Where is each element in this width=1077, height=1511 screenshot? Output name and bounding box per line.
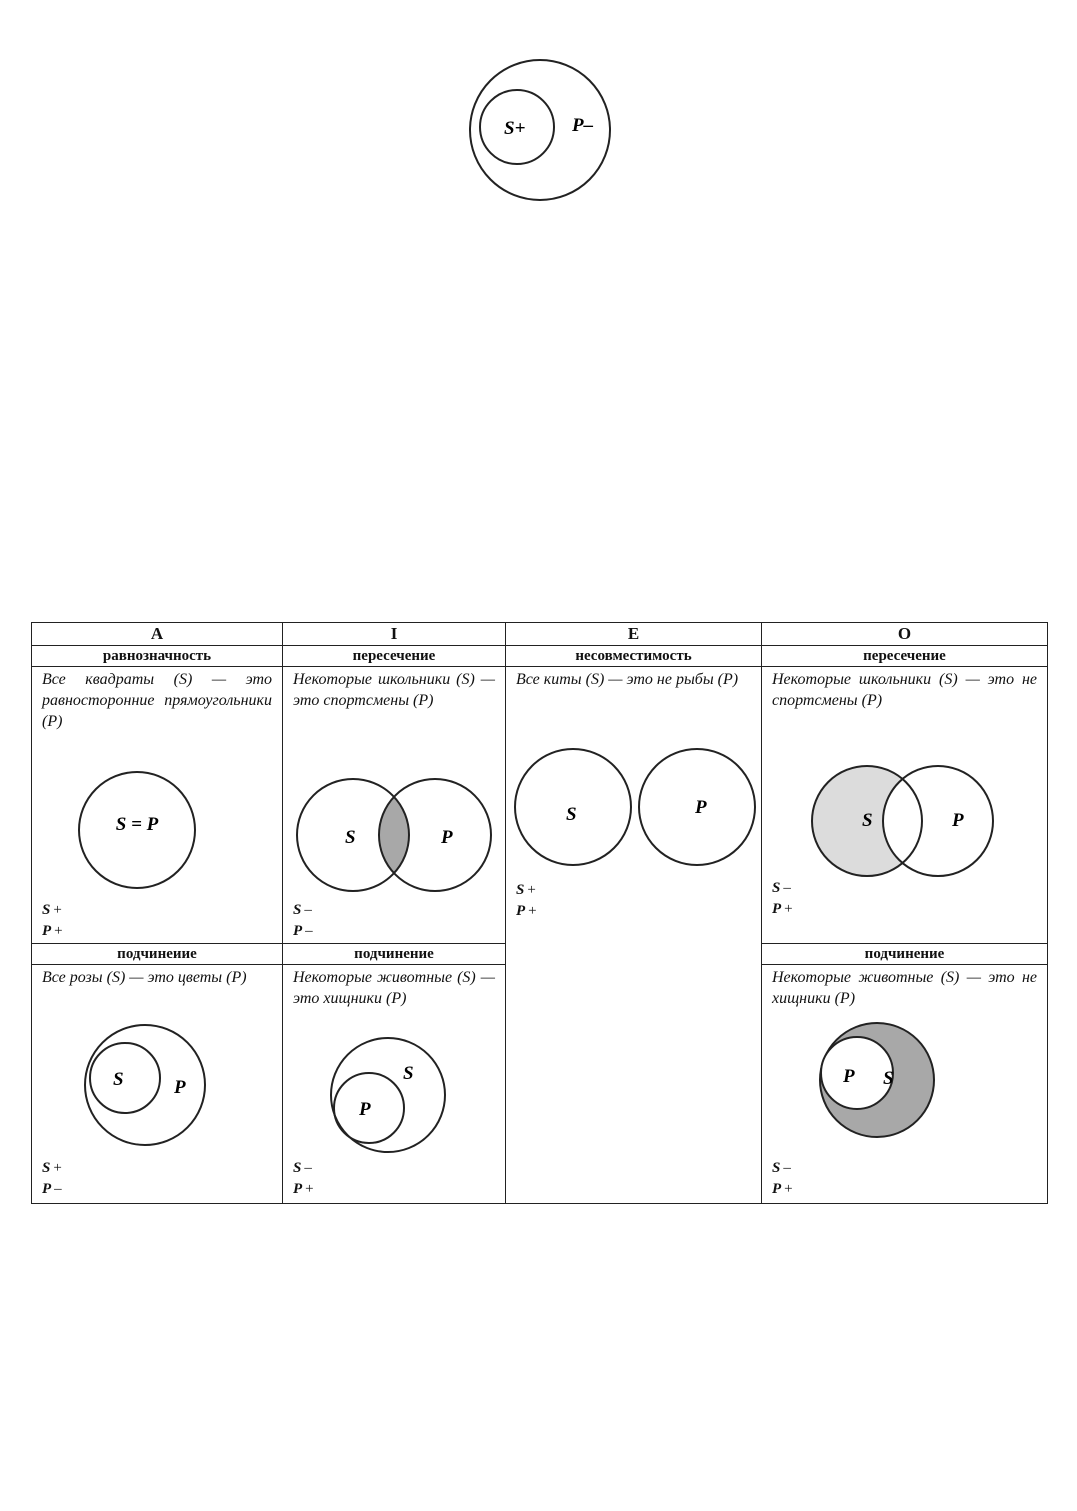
top-euler-diagram	[462, 55, 622, 205]
mark-p: P	[772, 901, 782, 917]
sign-p: +	[784, 1181, 793, 1197]
mark-s: S	[42, 1160, 51, 1176]
example-a2: Все розы (S) — это цветы (P)	[42, 969, 247, 986]
label-p: P	[695, 797, 707, 818]
sign-s: –	[304, 902, 312, 918]
diagram-a1	[72, 767, 202, 897]
example-a1: Все квадраты (S) — это равносторонние прямоугольники (P)	[42, 671, 272, 730]
top-euler-svg	[462, 55, 622, 205]
mark-s: S	[772, 1160, 781, 1176]
sign-p: –	[305, 923, 313, 939]
diagram-i1	[293, 775, 498, 905]
circle-p	[85, 1025, 205, 1145]
mark-p: P	[772, 1181, 782, 1197]
header-o: O	[762, 623, 1048, 646]
diagram-a2	[80, 1020, 210, 1150]
relation-e1: несовместимость	[506, 646, 762, 667]
cell-i1	[283, 667, 506, 944]
header-a: A	[32, 623, 283, 646]
cell-a2	[32, 965, 283, 1204]
label-p: P	[359, 1099, 371, 1120]
example-i2: Некоторые животные (S) — это хищники (P)	[293, 969, 495, 1007]
label-p: P	[843, 1066, 855, 1087]
marks-o1	[772, 878, 793, 920]
sign-s: +	[527, 882, 536, 898]
mark-p: P	[42, 923, 52, 939]
mark-s: S	[293, 902, 302, 918]
sign-p: +	[528, 903, 537, 919]
marks-o2	[772, 1158, 793, 1200]
relation-a1: равнозначность	[32, 646, 283, 667]
relation-o1: пересечение	[762, 646, 1048, 667]
mark-s: S	[293, 1160, 302, 1176]
header-e: E	[506, 623, 762, 646]
relation-i2: подчинение	[283, 944, 506, 965]
example-i1: Некоторые школьники (S) — это спортсмены (P)	[293, 671, 495, 709]
top-s-label: S+	[504, 118, 526, 139]
sign-s: +	[53, 1160, 62, 1176]
mark-p: P	[293, 923, 303, 939]
judgement-relations-table	[31, 622, 1048, 1204]
example-o2: Некоторые животные (S) — это не хищники (P)	[772, 969, 1037, 1007]
mark-s: S	[42, 902, 51, 918]
sign-s: –	[783, 880, 791, 896]
example-e1: Все киты (S) — это не рыбы (P)	[516, 671, 739, 688]
marks-e1	[516, 880, 537, 922]
label-s-equals-p: S = P	[115, 814, 159, 835]
marks-i2	[293, 1158, 314, 1200]
cell-i2	[283, 965, 506, 1204]
label-p: P	[174, 1077, 186, 1098]
circle-s	[90, 1043, 160, 1113]
label-s: S	[113, 1069, 124, 1090]
cell-e1	[506, 667, 762, 1204]
label-p: P	[441, 827, 453, 848]
relation-a2: подчинеиие	[32, 944, 283, 965]
mark-p: P	[42, 1181, 52, 1197]
marks-a1	[42, 900, 63, 942]
sign-s: –	[783, 1160, 791, 1176]
mark-s: S	[516, 882, 525, 898]
sign-s: +	[53, 902, 62, 918]
mark-p: P	[516, 903, 526, 919]
marks-i1	[293, 900, 313, 942]
diagram-e1	[512, 747, 757, 872]
diagram-i2	[323, 1035, 453, 1160]
sign-s: –	[304, 1160, 312, 1176]
relation-o2: подчинение	[762, 944, 1048, 965]
label-s: S	[345, 827, 356, 848]
example-o1: Некоторые школьники (S) — это не спортсмены (P)	[772, 671, 1037, 709]
diagram-o2	[812, 1020, 942, 1145]
label-p: P	[952, 810, 964, 831]
top-p-label: P–	[572, 115, 594, 136]
label-s: S	[566, 804, 577, 825]
mark-s: S	[772, 880, 781, 896]
sign-p: +	[784, 901, 793, 917]
header-i: I	[283, 623, 506, 646]
cell-o2	[762, 965, 1048, 1204]
cell-o1	[762, 667, 1048, 944]
label-s: S	[403, 1063, 414, 1084]
sign-p: +	[54, 923, 63, 939]
cell-a1	[32, 667, 283, 944]
marks-a2	[42, 1158, 62, 1200]
diagram-o1	[806, 759, 1006, 884]
sign-p: +	[305, 1181, 314, 1197]
mark-p: P	[293, 1181, 303, 1197]
sign-p: –	[54, 1181, 62, 1197]
label-s: S	[862, 810, 873, 831]
label-s: S	[883, 1068, 894, 1089]
relation-i1: пересечение	[283, 646, 506, 667]
